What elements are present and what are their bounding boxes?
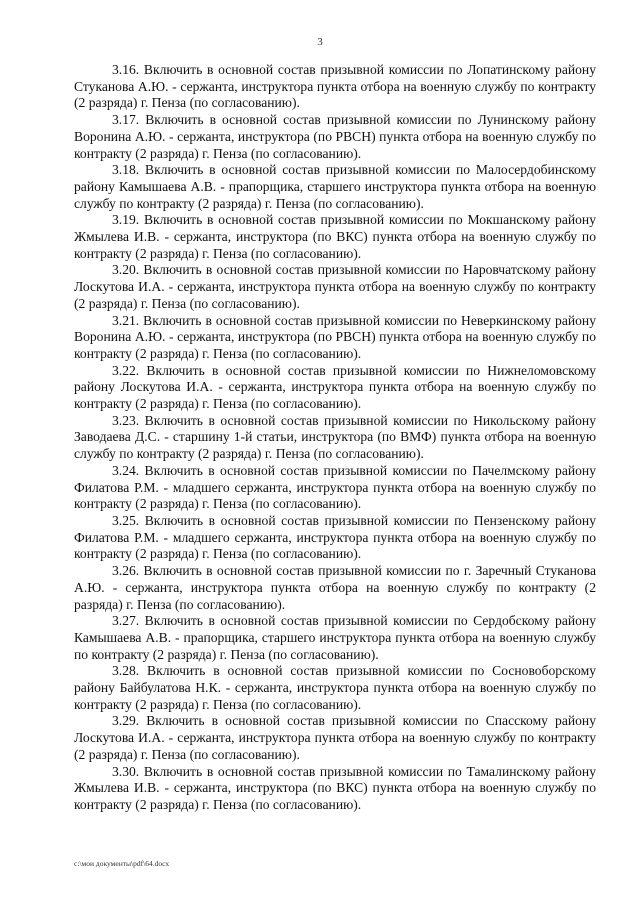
paragraph-3-16: 3.16. Включить в основной состав призывной комиссии по Лопатинскому району Стуканова А.Ю. - сержанта, инструктора пункта отбора на военную службу по контракту (2 разряда) г. Пенза (по согласованию). xyxy=(74,62,596,111)
paragraph-3-29: 3.29. Включить в основной состав призывной комиссии по Спасскому району Лоскутова И.А. - сержанта, инструктора пункта отбора на военную службу по контракту (2 разряда) г. Пенза (по согласованию). xyxy=(74,713,596,762)
page-number: 3 xyxy=(317,36,323,48)
document-body xyxy=(74,62,596,814)
paragraph-3-24: 3.24. Включить в основной состав призывной комиссии по Пачелмскому району Филатова Р.М. - младшего сержанта, инструктора пункта отбора на военную службу по контракту (2 разряда) г. Пенза (по согласованию). xyxy=(74,462,596,512)
paragraph-3-18: 3.18. Включить в основной состав призывной комиссии по Малосердобинскому району Камышаева А.В. - прапорщика, старшего инструктора пункта отбора на военную службу по контракту (2 разряда) г. Пенза (по согласованию). xyxy=(74,162,596,211)
paragraph-3-22: 3.22. Включить в основной состав призывной комиссии по Нижнеломовскому району Лоскутова И.А. - сержанта, инструктора пункта отбора на военную службу по контракту (2 разряда) г. Пенза (по согласованию). xyxy=(74,362,596,412)
paragraph-3-27: 3.27. Включить в основной состав призывной комиссии по Сердобскому району Камышаева А.В. - прапорщика, старшего инструктора пункта отбора на военную службу по контракту (2 разряда) г. Пенза (по согласованию). xyxy=(74,613,596,662)
paragraph-3-26: 3.26. Включить в основной состав призывной комиссии по г. Заречный Стуканова А.Ю. - сержанта, инструктора пункта отбора на военную службу по контракту (2 разряда) г. Пенза (по согласованию). xyxy=(74,563,596,612)
paragraph-3-28: 3.28. Включить в основной состав призывной комиссии по Сосновоборскому району Байбулатова Н.К. - сержанта, инструктора пункта отбора на военную службу по контракту (2 разряда) г. Пенза (по согласованию). xyxy=(74,663,596,712)
paragraph-3-21: 3.21. Включить в основной состав призывной комиссии по Неверкинскому району Воронина А.Ю. - сержанта, инструктора (по РВСН) пункта отбора на военную службу по контракту (2 разряда) г. Пенза (по согласованию). xyxy=(74,312,596,361)
file-path-footer: c:\мои документы\pdf\64.docx xyxy=(74,859,170,868)
paragraph-3-20: 3.20. Включить в основной состав призывной комиссии по Наровчатскому району Лоскутова И.А. - сержанта, инструктора пункта отбора на военную службу по контракту (2 разряда) г. Пенза (по согласованию). xyxy=(74,262,596,311)
paragraph-3-23: 3.23. Включить в основной состав призывной комиссии по Никольскому району Заводаева Д.С. - старшину 1-й статьи, инструктора (по ВМФ) пункта отбора на военную службу по контракту (2 разряда) г. Пенза (по согласованию). xyxy=(74,412,596,462)
paragraph-3-30: 3.30. Включить в основной состав призывной комиссии по Тамалинскому району Жмылева И.В. - сержанта, инструктора (по ВКС) пункта отбора на военную службу по контракту (2 разряда) г. Пенза (по согласованию). xyxy=(74,763,596,812)
paragraph-3-17: 3.17. Включить в основной состав призывной комиссии по Лунинскому району Воронина А.Ю. - сержанта, инструктора (по РВСН) пункта отбора на военную службу по контракту (2 разряда) г. Пенза (по согласованию). xyxy=(74,112,596,161)
paragraph-3-25: 3.25. Включить в основной состав призывной комиссии по Пензенскому району Филатова Р.М. - младшего сержанта, инструктора пункта отбора на военную службу по контракту (2 разряда) г. Пенза (по согласованию). xyxy=(74,512,596,562)
paragraph-3-19: 3.19. Включить в основной состав призывной комиссии по Мокшанскому району Жмылева И.В. - сержанта, инструктора (по ВКС) пункта отбора на военную службу по контракту (2 разряда) г. Пенза (по согласованию). xyxy=(74,212,596,261)
